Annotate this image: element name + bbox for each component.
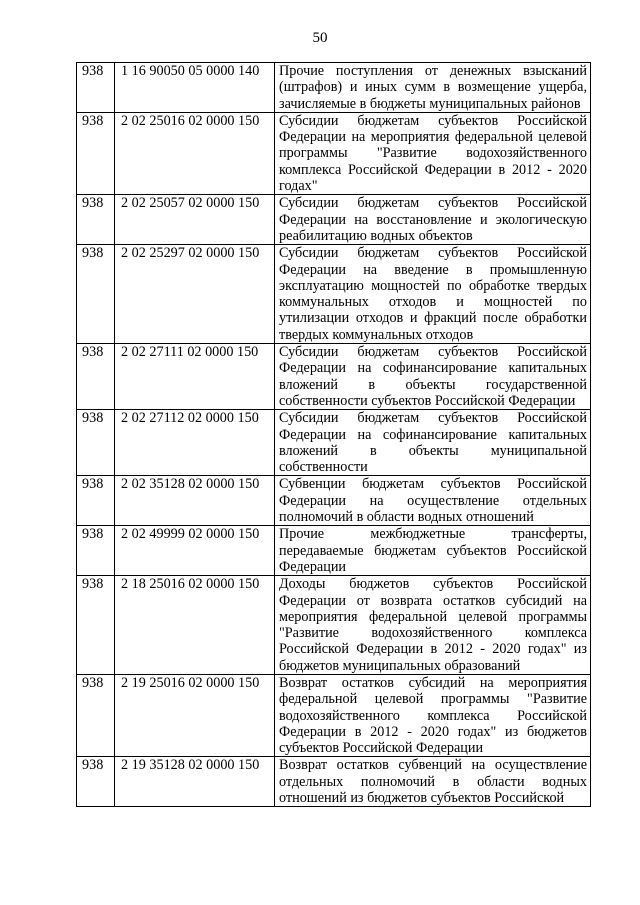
admin-code-cell: 938 [77, 757, 115, 807]
budget-classification-code-cell: 2 02 25057 02 0000 150 [115, 195, 275, 245]
admin-code-cell: 938 [77, 410, 115, 476]
table-row [77, 63, 591, 113]
budget-classification-code-cell: 2 02 49999 02 0000 150 [115, 526, 275, 576]
admin-code-cell: 938 [77, 112, 115, 194]
revenue-name-cell: Субсидии бюджетам субъектов Российской Федерации на софинансирование капитальных вложений в объекты государственной собственности субъектов Российской Федерации [275, 344, 591, 410]
admin-code-cell: 938 [77, 576, 115, 675]
revenue-name-cell: Прочие межбюджетные трансферты, передаваемые бюджетам субъектов Российской Федерации [275, 526, 591, 576]
table-row [77, 410, 591, 476]
page-number: 50 [312, 30, 328, 46]
revenue-name-cell: Возврат остатков субвенций на осуществление отдельных полномочий в области водных отношений из бюджетов субъектов Российской [275, 757, 591, 807]
table-row [77, 476, 591, 526]
table-row [77, 245, 591, 344]
table-row [77, 674, 591, 756]
revenue-name-cell: Субвенции бюджетам субъектов Российской Федерации на осуществление отдельных полномочий в области водных отношений [275, 476, 591, 526]
table-row [77, 526, 591, 576]
table-row [77, 195, 591, 245]
admin-code-cell: 938 [77, 195, 115, 245]
budget-classification-code-cell: 2 19 25016 02 0000 150 [115, 674, 275, 756]
budget-classification-code-cell: 2 02 27111 02 0000 150 [115, 344, 275, 410]
revenue-name-cell: Доходы бюджетов субъектов Российской Федерации от возврата остатков субсидий на мероприятия федеральной целевой программы "Развитие водохозяйственного комплекса Российской Федерации в 2012 - 2020 годах" из бюджетов муниципальных образований [275, 576, 591, 675]
table-row [77, 344, 591, 410]
admin-code-cell: 938 [77, 526, 115, 576]
revenue-name-cell: Субсидии бюджетам субъектов Российской Федерации на софинансирование капитальных вложений в объекты муниципальной собственности [275, 410, 591, 476]
budget-classification-code-cell: 1 16 90050 05 0000 140 [115, 63, 275, 113]
budget-classification-code-cell: 2 02 25016 02 0000 150 [115, 112, 275, 194]
admin-code-cell: 938 [77, 476, 115, 526]
revenue-codes-table [76, 62, 591, 807]
revenue-name-cell: Субсидии бюджетам субъектов Российской Федерации на введение в промышленную эксплуатацию мощностей по обработке твердых коммунальных отходов и мощностей по утилизации отходов и фракций после обработки твердых коммунальных отходов [275, 245, 591, 344]
revenue-name-cell: Прочие поступления от денежных взысканий (штрафов) и иных сумм в возмещение ущерба, зачисляемые в бюджеты муниципальных районов [275, 63, 591, 113]
revenue-name-cell: Возврат остатков субсидий на мероприятия федеральной целевой программы "Развитие водохозяйственного комплекса Российской Федерации в 2012 - 2020 годах" из бюджетов субъектов Российской Федерации [275, 674, 591, 756]
budget-classification-code-cell: 2 02 25297 02 0000 150 [115, 245, 275, 344]
table-row [77, 757, 591, 807]
admin-code-cell: 938 [77, 63, 115, 113]
admin-code-cell: 938 [77, 245, 115, 344]
budget-classification-code-cell: 2 19 35128 02 0000 150 [115, 757, 275, 807]
admin-code-cell: 938 [77, 344, 115, 410]
revenue-name-cell: Субсидии бюджетам субъектов Российской Федерации на восстановление и экологическую реабилитацию водных объектов [275, 195, 591, 245]
table-row [77, 576, 591, 675]
budget-classification-code-cell: 2 02 27112 02 0000 150 [115, 410, 275, 476]
table-row [77, 112, 591, 194]
budget-classification-code-cell: 2 02 35128 02 0000 150 [115, 476, 275, 526]
revenue-name-cell: Субсидии бюджетам субъектов Российской Федерации на мероприятия федеральной целевой программы "Развитие водохозяйственного комплекса Российской Федерации в 2012 - 2020 годах" [275, 112, 591, 194]
admin-code-cell: 938 [77, 674, 115, 756]
budget-classification-code-cell: 2 18 25016 02 0000 150 [115, 576, 275, 675]
